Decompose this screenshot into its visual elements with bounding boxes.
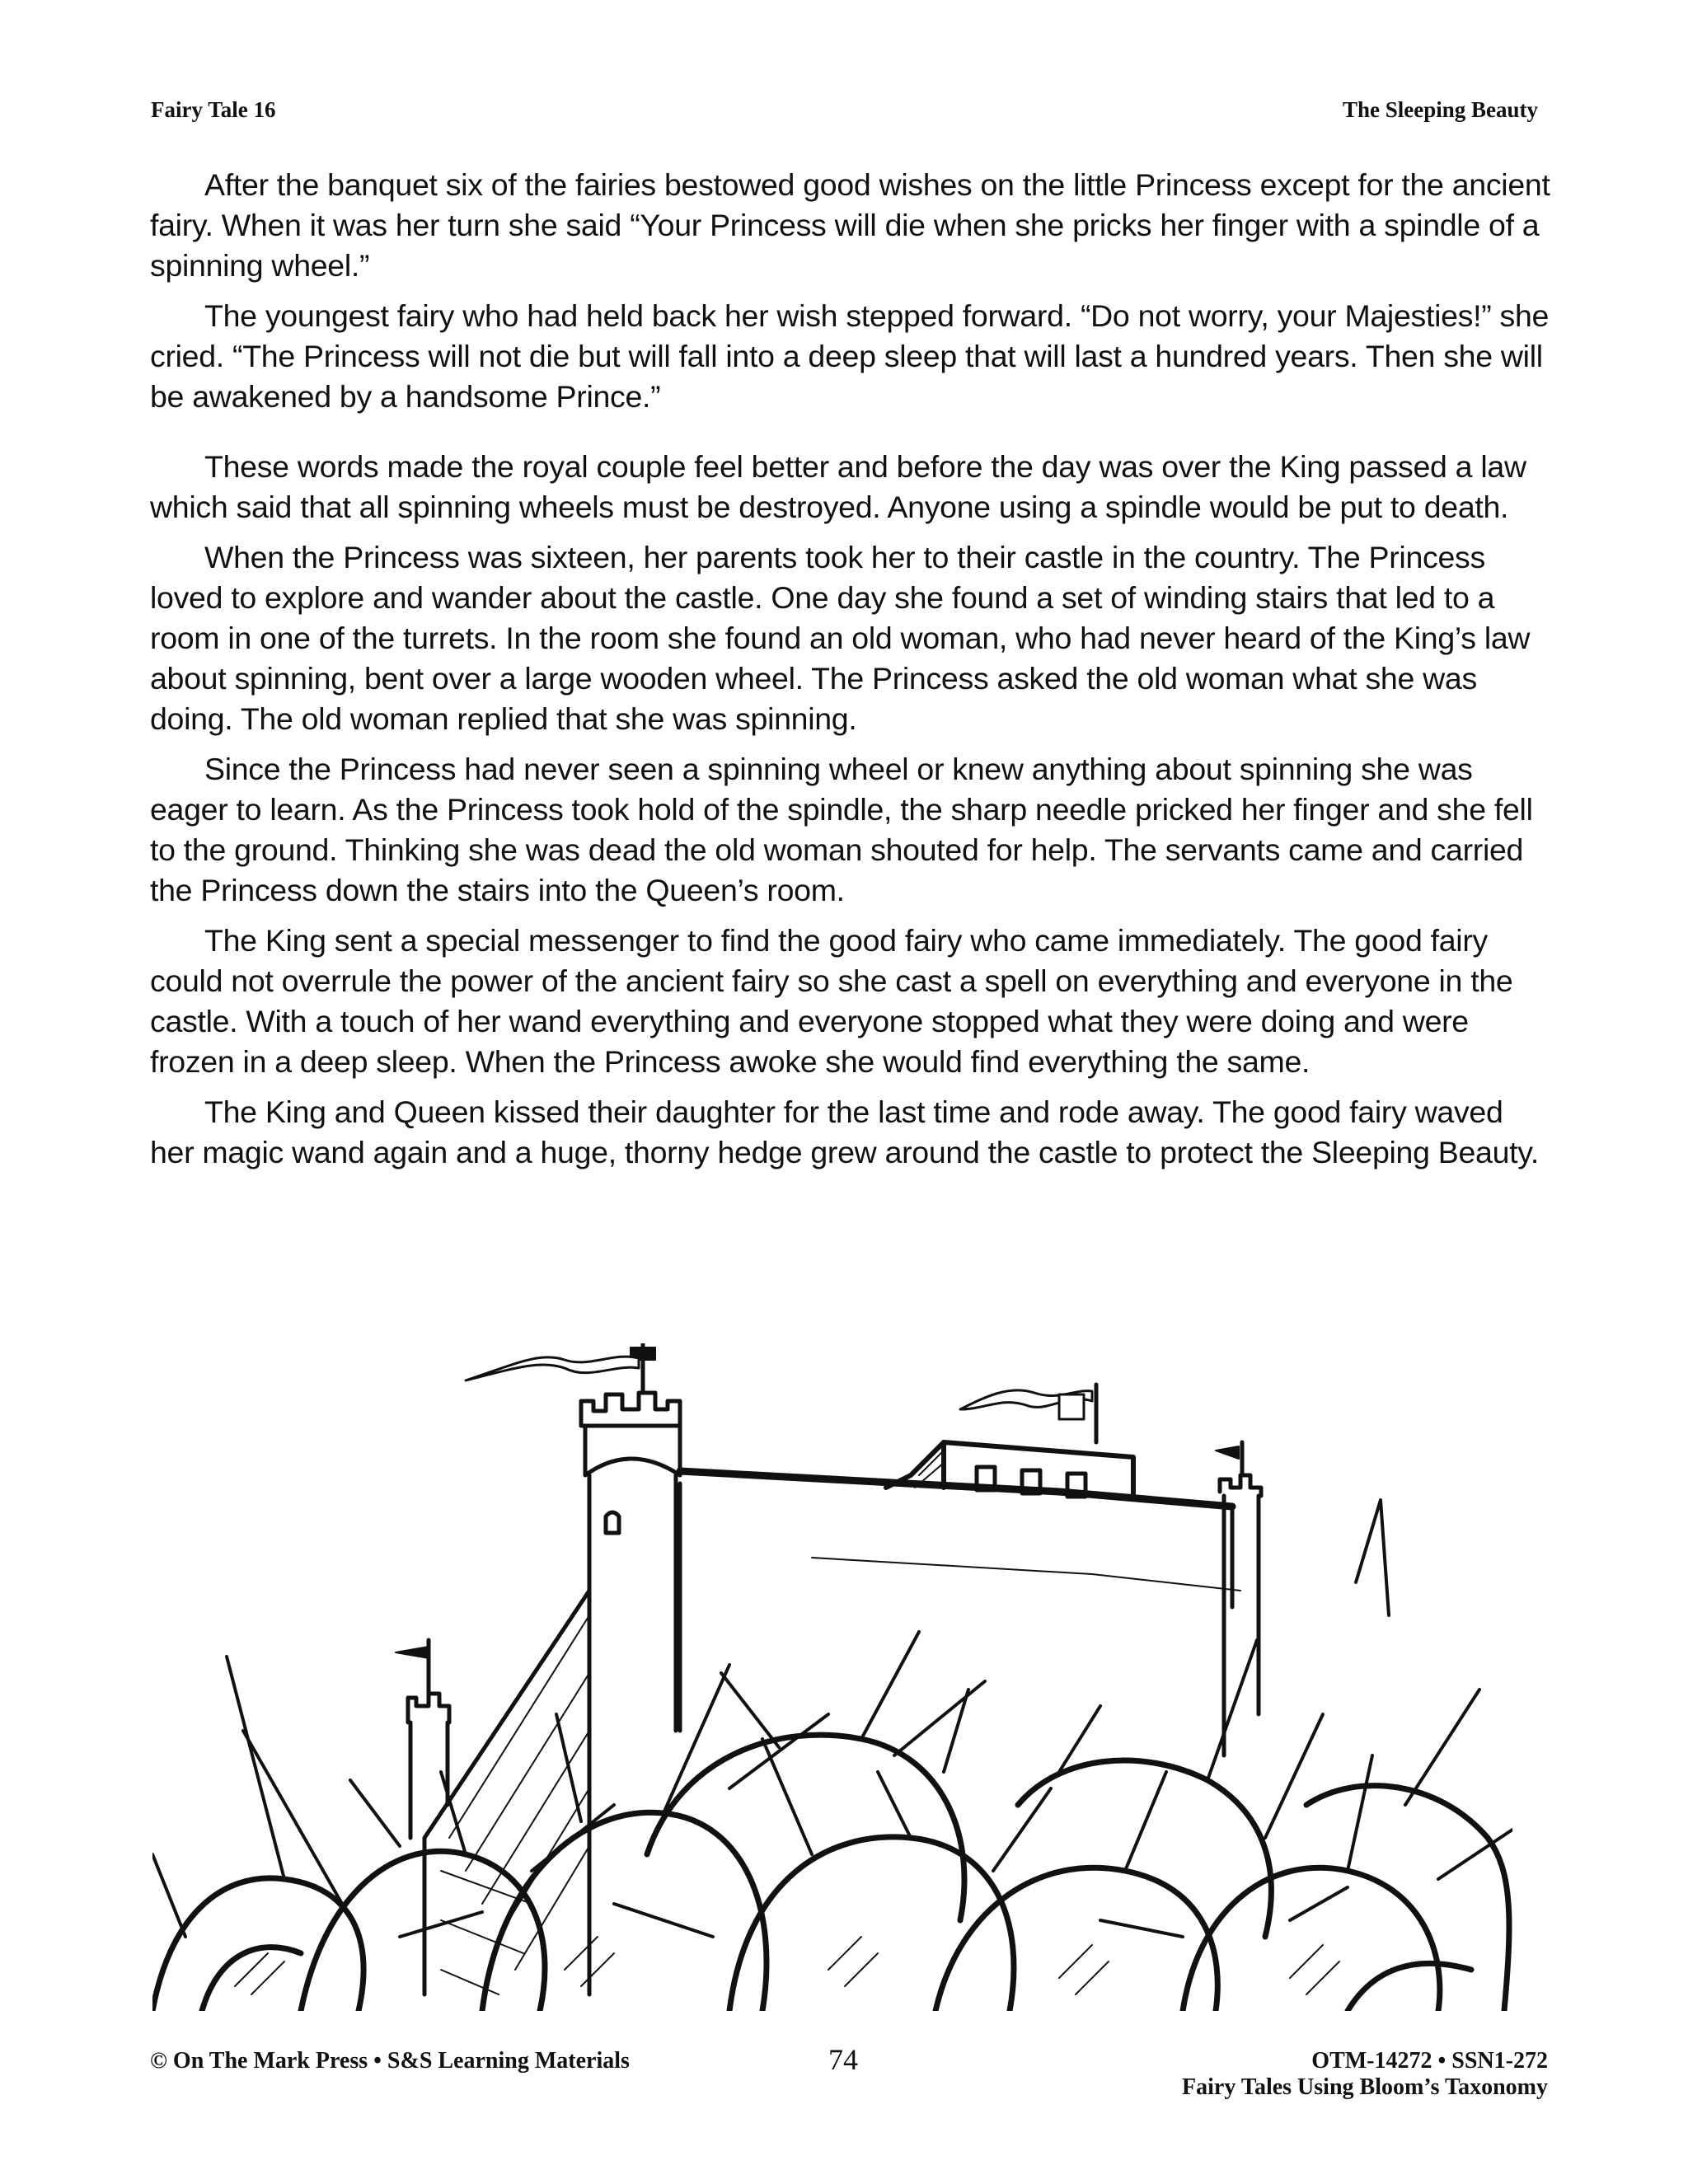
castle-thorns-illustration (152, 1343, 1512, 2011)
paragraph: Since the Princess had never seen a spinning wheel or knew anything about spinning she was eager to learn. As the Princess took hold of the spindle, the sharp needle pricked her finger and she fell to the ground. Thinking she was dead the old woman shouted for help. The servants came and carried the Princess down the stairs into the Queen’s room. (150, 752, 1533, 907)
paragraph: The youngest fairy who had held back her wish stepped forward. “Do not worry, your Majesties!” she cried. “The Princess will not die but will fall into a deep sleep that will last a hundred years. Then she will be awakened by a handsome Prince.” (150, 298, 1550, 414)
bramble-hatching (235, 1937, 1339, 1994)
thorn-spikes (152, 1500, 1512, 1937)
paragraph: When the Princess was sixteen, her parents took her to their castle in the country. The Princess loved to explore and wander about the castle. One day she found a set of winding stairs that led to a room in one of the turrets. In the room she found an old woman, who had never heard of the King’s law about spinning, bent over a large wooden wheel. The Princess asked the old woman what she was doing. The old woman replied that she was spinning. (150, 540, 1531, 736)
footer-product-info (1182, 2048, 1548, 2101)
main-tower (581, 1393, 680, 1994)
right-turret (1216, 1442, 1261, 1755)
paragraph: These words made the royal couple feel better and before the day was over the King passed a law which said that all spinning wheels must be destroyed. Anyone using a spindle would be put to death. (150, 449, 1526, 524)
castle-building (680, 1471, 1240, 1731)
paragraph: The King sent a special messenger to find the good fairy who came immediately. The good fairy could not overrule the power of the ancient fairy so she cast a spell on everything and everyone in the castle. With a touch of her wand everything and everyone stopped what they were doing and were frozen in a deep sleep. When the Princess awoke she would find everything the same. (150, 923, 1513, 1079)
paragraph: After the banquet six of the fairies bestowed good wishes on the little Princess except for the ancient fairy. When it was her turn she said “Your Princess will die when she pricks her finger with a spindle of a spinning wheel.” (150, 167, 1550, 283)
page-number: 74 (828, 2043, 858, 2076)
paragraph: The King and Queen kissed their daughter for the last time and rode away. The good fairy waved her magic wand again and a huge, thorny hedge grew around the castle to protect the Sleeping Beauty. (150, 1094, 1540, 1169)
flag-icon (466, 1343, 655, 1393)
footer-copyright: © On The Mark Press • S&S Learning Materials (150, 2048, 630, 2074)
product-code: OTM-14272 • SSN1-272 (1311, 2048, 1548, 2074)
thorny-hedge (152, 1735, 1509, 2011)
book-title: Fairy Tales Using Bloom’s Taxonomy (1182, 2074, 1548, 2100)
running-header-left: Fairy Tale 16 (151, 97, 276, 122)
left-turret (396, 1640, 449, 1838)
running-header-right: The Sleeping Beauty (1342, 97, 1538, 122)
story-text (150, 165, 1551, 1183)
flag-icon (960, 1385, 1096, 1442)
